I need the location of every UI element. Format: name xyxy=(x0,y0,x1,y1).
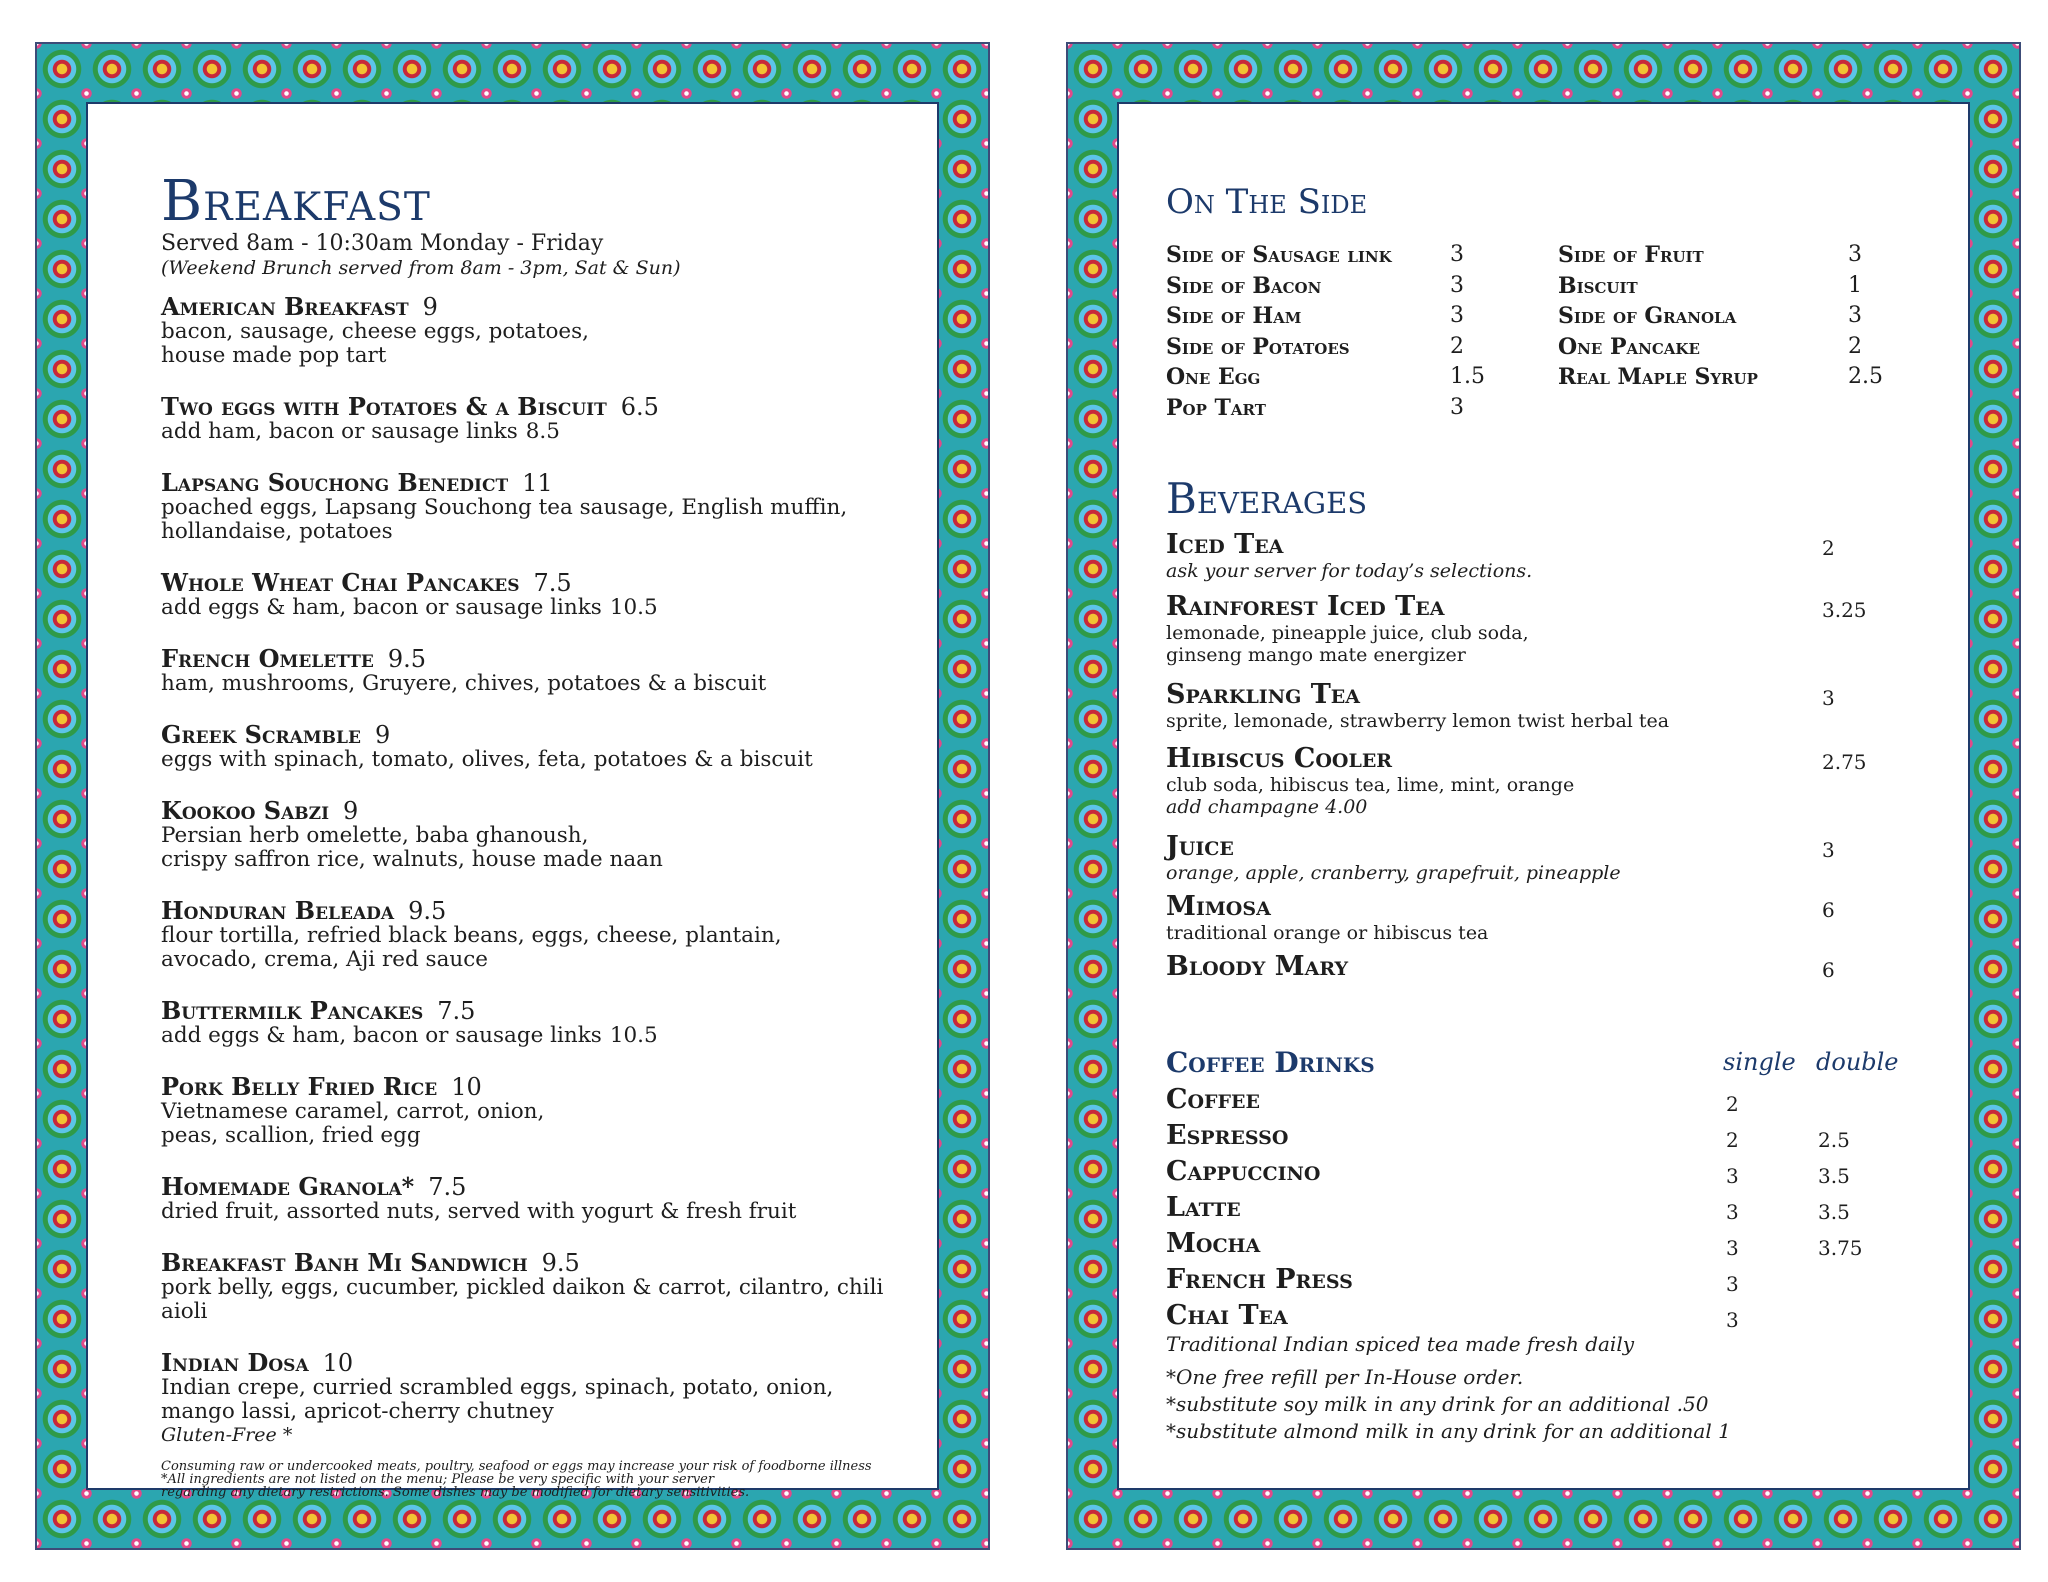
item-name: Whole Wheat Chai Pancakes xyxy=(161,568,520,597)
coffee-item xyxy=(1166,1154,1926,1190)
item-description: pork belly, eggs, cucumber, pickled daikon & carrot, cilantro, chili aioli xyxy=(161,1275,884,1324)
beverage-name: Rainforest Iced Tea xyxy=(1166,591,1445,622)
item-price: 9 xyxy=(343,797,359,825)
side-price: 3 xyxy=(1450,303,1464,328)
beverage-price: 2.75 xyxy=(1822,750,1867,774)
item-name: Indian Dosa xyxy=(161,1348,309,1377)
breakfast-items xyxy=(161,294,921,1450)
item-price: 9.5 xyxy=(387,645,427,673)
beverage-name: Hibiscus Cooler xyxy=(1166,743,1393,774)
beverage-name: Bloody Mary xyxy=(1166,951,1349,982)
beverage-name: Juice xyxy=(1166,831,1234,862)
item-price: 9.5 xyxy=(408,897,447,925)
item-price: 9 xyxy=(422,293,438,321)
double-column-label: double xyxy=(1816,1048,1899,1076)
item-description: Persian herb omelette, baba ghanoush, crispy saffron rice, walnuts, house made naan xyxy=(161,823,663,872)
menu-item xyxy=(161,646,921,696)
food-safety-disclaimer: Consuming raw or undercooked meats, poultry, seafood or eggs may increase your risk of foodborne illness *All ingredients are not listed on the menu; Please be very specific with your server regarding any dietary restrictions. Some dishes may be modified for dietary sensitivities. xyxy=(161,1459,872,1500)
side-name: Side of Granola xyxy=(1558,303,1737,329)
coffee-name: Latte xyxy=(1166,1192,1241,1223)
beverage-price: 6 xyxy=(1822,898,1835,922)
beverage-name: Mimosa xyxy=(1166,891,1271,922)
beverage-description: orange, apple, cranberry, grapefruit, pineapple xyxy=(1166,862,1621,884)
side-name: Pop Tart xyxy=(1166,394,1266,421)
item-description: eggs with spinach, tomato, olives, feta, potatoes & a biscuit xyxy=(161,747,813,772)
side-price: 1.5 xyxy=(1450,364,1485,389)
side-price: 1 xyxy=(1848,272,1862,298)
breakfast-page xyxy=(35,42,990,1550)
item-description: add eggs & ham, bacon or sausage links xyxy=(161,595,602,620)
side-item xyxy=(1166,362,1485,393)
beverage-item xyxy=(1166,530,1866,592)
item-name: Honduran Beleada xyxy=(161,896,395,925)
coffee-item xyxy=(1166,1226,1926,1262)
coffee-name: Espresso xyxy=(1166,1120,1289,1151)
item-description: add eggs & ham, bacon or sausage links xyxy=(161,1023,602,1048)
breakfast-hours xyxy=(161,232,681,280)
side-name: Side of Potatoes xyxy=(1166,333,1350,360)
item-price: 11 xyxy=(522,469,553,497)
item-price: 7.5 xyxy=(437,997,476,1025)
side-price: 2.5 xyxy=(1848,364,1883,389)
coffee-footnotes: *One free refill per In-House order. *substitute soy milk in any drink for an additional .50 *substitute almond milk in any drink for an additional 1 xyxy=(1166,1365,1731,1443)
beverages-list xyxy=(1166,530,1866,992)
menu-item xyxy=(161,1074,921,1148)
item-description: flour tortilla, refried black beans, eggs, cheese, plantain, avocado, crema, Aji red sauce xyxy=(161,923,782,972)
side-price: 3 xyxy=(1450,394,1464,420)
single-price: 3 xyxy=(1726,1200,1739,1224)
menu-item xyxy=(161,1350,921,1424)
beverage-item xyxy=(1166,744,1866,832)
beverage-description: traditional orange or hibiscus tea xyxy=(1166,922,1489,944)
chai-description: Traditional Indian spiced tea made fresh daily xyxy=(1166,1332,1635,1356)
side-item xyxy=(1558,332,1888,363)
coffee-item xyxy=(1166,1298,1926,1334)
item-name: Lapsang Souchong Benedict xyxy=(161,468,509,497)
item-name: American Breakfast xyxy=(161,292,409,321)
menu-item xyxy=(161,898,921,972)
side-price: 3 xyxy=(1848,303,1862,328)
coffee-name: Chai Tea xyxy=(1166,1300,1288,1331)
beverage-price: 3 xyxy=(1822,686,1835,710)
coffee-item xyxy=(1166,1262,1926,1298)
item-name: Breakfast Banh Mi Sandwich xyxy=(161,1248,528,1277)
beverage-price: 3.25 xyxy=(1822,598,1867,622)
single-price: 2 xyxy=(1726,1128,1739,1152)
item-price: 10 xyxy=(322,1349,354,1377)
beverage-description: ask your server for today’s selections. xyxy=(1166,560,1533,582)
coffee-name: French Press xyxy=(1166,1264,1353,1295)
coffee-list xyxy=(1166,1082,1926,1334)
beverage-item xyxy=(1166,892,1866,952)
item-description: Vietnamese caramel, carrot, onion, peas, scallion, fried egg xyxy=(161,1099,545,1148)
menu-item xyxy=(161,998,921,1048)
side-item xyxy=(1166,271,1476,302)
beverage-item xyxy=(1166,832,1866,892)
item-name: Homemade Granola* xyxy=(161,1172,415,1201)
beverage-item xyxy=(1166,592,1866,680)
side-name: Side of Fruit xyxy=(1558,242,1704,268)
coffee-item xyxy=(1166,1190,1926,1226)
single-price: 3 xyxy=(1726,1164,1739,1188)
side-name: Side of Sausage link xyxy=(1166,242,1392,268)
item-name: Kookoo Sabzi xyxy=(161,796,330,825)
sides-column-1 xyxy=(1166,240,1485,423)
item-name: Greek Scramble xyxy=(161,720,361,749)
item-price: 9 xyxy=(374,721,391,749)
menu-item xyxy=(161,470,921,544)
menu-item xyxy=(161,1250,921,1324)
beverage-addon: add champagne 4.00 xyxy=(1166,796,1368,818)
double-price: 3.75 xyxy=(1818,1236,1863,1260)
beverage-description: club soda, hibiscus tea, lime, mint, orange xyxy=(1166,774,1575,796)
item-name: French Omelette xyxy=(161,644,374,673)
sides-column-2 xyxy=(1558,240,1888,393)
side-price: 2 xyxy=(1848,333,1862,359)
beverage-description: sprite, lemonade, strawberry lemon twist herbal tea xyxy=(1166,710,1670,732)
side-name: Side of Ham xyxy=(1166,303,1302,329)
item-description: ham, mushrooms, Gruyere, chives, potatoes & a biscuit xyxy=(161,671,767,696)
side-name: One Pancake xyxy=(1558,333,1700,360)
single-column-label: single xyxy=(1723,1048,1796,1076)
side-price: 3 xyxy=(1450,272,1464,298)
item-description: add ham, bacon or sausage links xyxy=(161,419,518,444)
side-price: 3 xyxy=(1450,242,1464,267)
coffee-name: Coffee xyxy=(1166,1084,1260,1115)
gluten-free-legend: Gluten-Free * xyxy=(161,1424,293,1446)
item-description: bacon, sausage, cheese eggs, potatoes, house made pop tart xyxy=(161,319,590,368)
side-price: 2 xyxy=(1450,333,1464,359)
on-the-side-title: On The Side xyxy=(1166,182,1368,222)
double-price: 3.5 xyxy=(1818,1200,1850,1224)
coffee-item xyxy=(1166,1118,1926,1154)
item-description: poached eggs, Lapsang Souchong tea sausage, English muffin, hollandaise, potatoes xyxy=(161,495,848,544)
single-price: 3 xyxy=(1726,1308,1739,1332)
coffee-name: Cappuccino xyxy=(1166,1156,1321,1187)
double-price: 2.5 xyxy=(1818,1128,1850,1152)
side-price: 3 xyxy=(1848,242,1862,267)
coffee-item xyxy=(1166,1082,1926,1118)
side-item xyxy=(1166,393,1476,424)
side-item xyxy=(1558,362,1888,393)
beverage-name: Sparkling Tea xyxy=(1166,679,1361,710)
side-item xyxy=(1166,301,1476,332)
item-addon-price: 10.5 xyxy=(609,1023,658,1048)
side-item xyxy=(1558,271,1888,302)
side-name: Real Maple Syrup xyxy=(1558,364,1758,390)
sides-beverages-page xyxy=(1066,42,2021,1550)
coffee-header xyxy=(1166,1046,1926,1078)
item-price: 7.5 xyxy=(533,569,572,597)
side-item xyxy=(1558,301,1888,332)
item-price: 7.5 xyxy=(428,1173,467,1201)
item-price: 9.5 xyxy=(541,1249,580,1277)
item-name: Pork Belly Fried Rice xyxy=(161,1072,438,1101)
item-price: 6.5 xyxy=(620,393,659,421)
beverage-item xyxy=(1166,952,1866,992)
breakfast-title: Breakfast xyxy=(161,169,431,234)
item-name: Buttermilk Pancakes xyxy=(161,996,424,1025)
weekday-hours: Served 8am - 10:30am Monday - Friday xyxy=(161,231,604,256)
side-name: One Egg xyxy=(1166,364,1261,390)
double-price: 3.5 xyxy=(1818,1164,1850,1188)
beverages-title: Beverages xyxy=(1166,474,1368,523)
menu-item xyxy=(161,394,921,444)
single-price: 3 xyxy=(1726,1236,1739,1260)
side-item xyxy=(1558,240,1888,271)
menu-item xyxy=(161,570,921,620)
single-price: 3 xyxy=(1726,1272,1739,1296)
item-description: dried fruit, assorted nuts, served with yogurt & fresh fruit xyxy=(161,1199,797,1224)
beverage-price: 6 xyxy=(1822,958,1835,982)
beverage-item xyxy=(1166,680,1866,744)
side-item xyxy=(1166,332,1476,363)
beverage-price: 3 xyxy=(1822,838,1835,862)
coffee-drinks-title: Coffee Drinks xyxy=(1166,1046,1375,1079)
menu-item xyxy=(161,294,921,368)
coffee-name: Mocha xyxy=(1166,1228,1261,1259)
side-name: Biscuit xyxy=(1558,272,1638,299)
menu-item xyxy=(161,722,921,772)
side-item xyxy=(1166,240,1476,271)
item-addon-price: 8.5 xyxy=(525,419,560,444)
weekend-hours: (Weekend Brunch served from 8am - 3pm, Sat & Sun) xyxy=(161,257,681,279)
item-name: Two eggs with Potatoes & a Biscuit xyxy=(161,392,607,421)
single-price: 2 xyxy=(1726,1092,1739,1116)
menu-item xyxy=(161,798,921,872)
item-price: 10 xyxy=(451,1073,482,1101)
beverage-name: Iced Tea xyxy=(1166,529,1284,560)
beverage-price: 2 xyxy=(1822,536,1835,560)
menu-item xyxy=(161,1174,921,1224)
side-name: Side of Bacon xyxy=(1166,272,1322,299)
beverage-description: lemonade, pineapple juice, club soda, ginseng mango mate energizer xyxy=(1166,622,1529,666)
item-description: Indian crepe, curried scrambled eggs, spinach, potato, onion, mango lassi, apricot-cherry chutney xyxy=(161,1375,834,1424)
item-addon-price: 10.5 xyxy=(609,595,658,620)
